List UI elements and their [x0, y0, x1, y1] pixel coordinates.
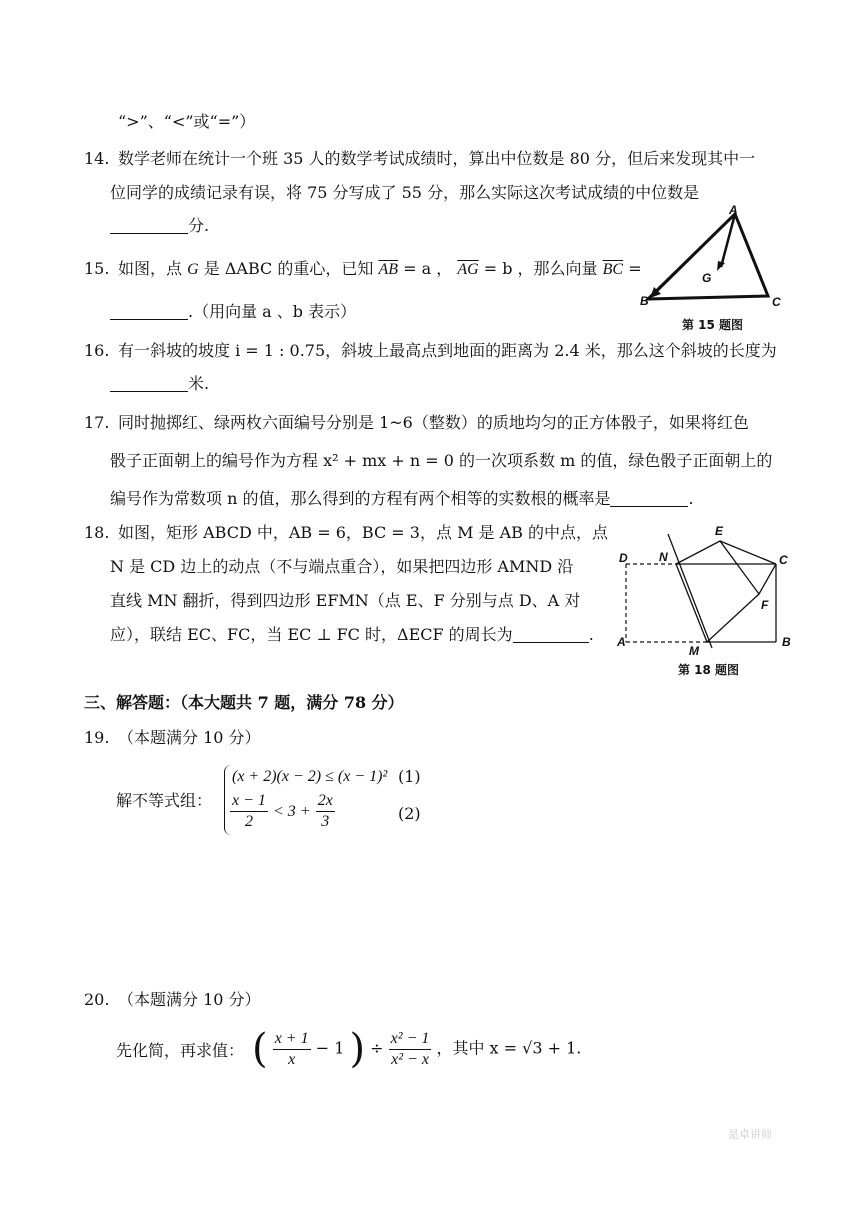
fig18-label-C: C	[779, 553, 788, 567]
q19-frac-2-num: 2x	[316, 791, 335, 812]
q15-answer-line	[110, 301, 356, 323]
q18-line4-wrap	[110, 624, 594, 646]
watermark: 是卓讲师	[728, 1128, 772, 1141]
q16-number: 16.	[84, 341, 110, 360]
q15-vector-BC: $\overline{BC}$	[602, 261, 624, 278]
section-3-heading: 三、解答题：（本大题共 7 题，满分 78 分）	[84, 693, 404, 712]
figure-15-caption: 第 15 题图	[682, 318, 744, 332]
q19-frac-2	[316, 791, 335, 832]
vector-AB-line	[656, 214, 735, 292]
q16-answer-line	[110, 373, 209, 395]
fig15-label-B: B	[640, 294, 649, 308]
q19-score: （本题满分 10 分）	[118, 728, 261, 747]
fig15-label-G: G	[702, 271, 712, 285]
q15-tail: .（用向量 a 、b 表示）	[188, 302, 357, 321]
quadrilateral-EFMN	[676, 541, 759, 642]
q18-blank[interactable]	[513, 626, 589, 643]
q20-lead: 先化简，再求值：	[116, 1041, 245, 1060]
q17-line1: 同时抛掷红、绿两枚六面编号分别是 1~6（整数）的质地均匀的正方体骰子，如果将红色	[118, 413, 749, 432]
q14-line1: 数学老师在统计一个班 35 人的数学考试成绩时，算出中位数是 80 分，但后来发现其中一	[118, 149, 756, 168]
q18-number: 18.	[84, 523, 110, 542]
q20-score: （本题满分 10 分）	[118, 990, 261, 1009]
q14-number: 14.	[84, 149, 110, 168]
q19-tag-2: (2)	[398, 804, 421, 823]
q20-frac-1	[273, 1029, 311, 1070]
q17-blank[interactable]	[610, 490, 688, 507]
vector-AG-arrowhead	[717, 261, 725, 271]
q18-line2: N 是 CD 边上的动点（不与端点重合），如果把四边形 AMND 沿	[110, 557, 574, 576]
fig18-label-B: B	[782, 635, 791, 649]
fig18-label-N: N	[659, 550, 668, 564]
q18-tail: .	[588, 625, 594, 644]
fold-line-MN	[668, 534, 712, 648]
q19-lead: 解不等式组：	[116, 791, 213, 810]
q20-frac-2	[389, 1029, 432, 1070]
q20-right-paren: )	[349, 1026, 366, 1072]
q17-line3: 编号作为常数项 n 的值，那么得到的方程有两个相等的实数根的概率是	[110, 489, 611, 508]
q14-tail: 分.	[188, 216, 210, 235]
fig18-label-M: M	[689, 644, 699, 658]
q19-ineq2-mid: < 3 +	[273, 803, 311, 820]
q15-mid1: 是 ΔABC 的重心，已知	[203, 259, 374, 278]
q20-minus1: − 1	[315, 1038, 345, 1058]
q18-line3: 直线 MN 翻折，得到四边形 EFMN（点 E、F 分别与点 D、A 对	[110, 591, 581, 610]
q15-pre: 如图，点	[118, 259, 183, 278]
q20-number: 20.	[84, 990, 110, 1009]
fig15-label-A: A	[729, 203, 738, 217]
fig18-label-D: D	[619, 551, 628, 565]
q17-line3-wrap	[110, 488, 694, 510]
q15-eq: =	[628, 259, 642, 278]
q16-line1: 有一斜坡的坡度 i = 1 : 0.75，斜坡上最高点到地面的距离为 2.4 米，那么这个斜坡的长度为	[118, 341, 777, 360]
prev-question-tail: “>”、“<”或“=”）	[118, 112, 256, 131]
q15-blank[interactable]	[110, 303, 188, 320]
q15-eq-b: = b ，那么向量	[483, 259, 598, 278]
q17-line2: 骰子正面朝上的编号作为方程 x² + mx + n = 0 的一次项系数 m 的值，绿色骰子正面朝上的	[110, 451, 773, 470]
q14-line2: 位同学的成绩记录有误，将 75 分写成了 55 分，那么实际这次考试成绩的中位数是	[110, 183, 700, 202]
q16-blank[interactable]	[110, 375, 188, 392]
q18-line4: 应），联结 EC、FC，当 EC ⊥ FC 时，ΔECF 的周长为	[110, 625, 513, 644]
q15-G: G	[187, 261, 199, 278]
q15-line1	[118, 258, 642, 281]
q19-frac-1-den: 2	[244, 813, 253, 830]
q20-left-paren: (	[252, 1026, 268, 1072]
q19-number: 19.	[84, 728, 110, 747]
q20-frac-2-den: x² − x	[391, 1050, 429, 1068]
q19-tag-1: (1)	[398, 767, 421, 786]
q15-number: 15.	[84, 259, 110, 278]
q18-line1: 如图，矩形 ABCD 中，AB = 6，BC = 3，点 M 是 AB 的中点，点	[118, 523, 609, 542]
q20-frac-1-den: x	[288, 1050, 296, 1068]
fig18-label-E: E	[715, 524, 724, 538]
figure-15	[636, 203, 796, 315]
figure-18-caption: 第 18 题图	[678, 663, 740, 677]
fig18-label-F: F	[761, 598, 769, 612]
q15-vector-AG: $\overline{AG}$	[457, 261, 479, 278]
q19-inequality-2	[230, 791, 335, 832]
q19-frac-1-num: x − 1	[230, 791, 268, 812]
q20-frac-1-num: x + 1	[273, 1029, 311, 1050]
q14-answer-line	[110, 215, 209, 237]
q19-inequality-1: (x + 2)(x − 2) ≤ (x − 1)²	[232, 768, 388, 785]
q20-tail: ，其中 x = √3 + 1.	[436, 1038, 582, 1058]
figure-18	[612, 520, 796, 660]
q15-eq-a: = a ，	[403, 259, 453, 278]
q19-frac-1	[230, 791, 268, 832]
q17-number: 17.	[84, 413, 110, 432]
fig15-label-C: C	[772, 295, 781, 309]
q19-frac-2-den: 3	[321, 813, 330, 830]
triangle-ABC	[648, 214, 768, 299]
q20-div: ÷	[370, 1038, 384, 1058]
fig18-label-A: A	[617, 635, 626, 649]
q14-blank[interactable]	[110, 217, 188, 234]
q20-expression	[252, 1026, 581, 1072]
q15-vector-AB: $\overline{AB}$	[378, 261, 398, 278]
q17-tail: .	[688, 489, 694, 508]
segment-FC	[759, 564, 776, 594]
q20-frac-2-num: x² − 1	[389, 1029, 432, 1050]
q16-tail: 米.	[188, 374, 210, 393]
